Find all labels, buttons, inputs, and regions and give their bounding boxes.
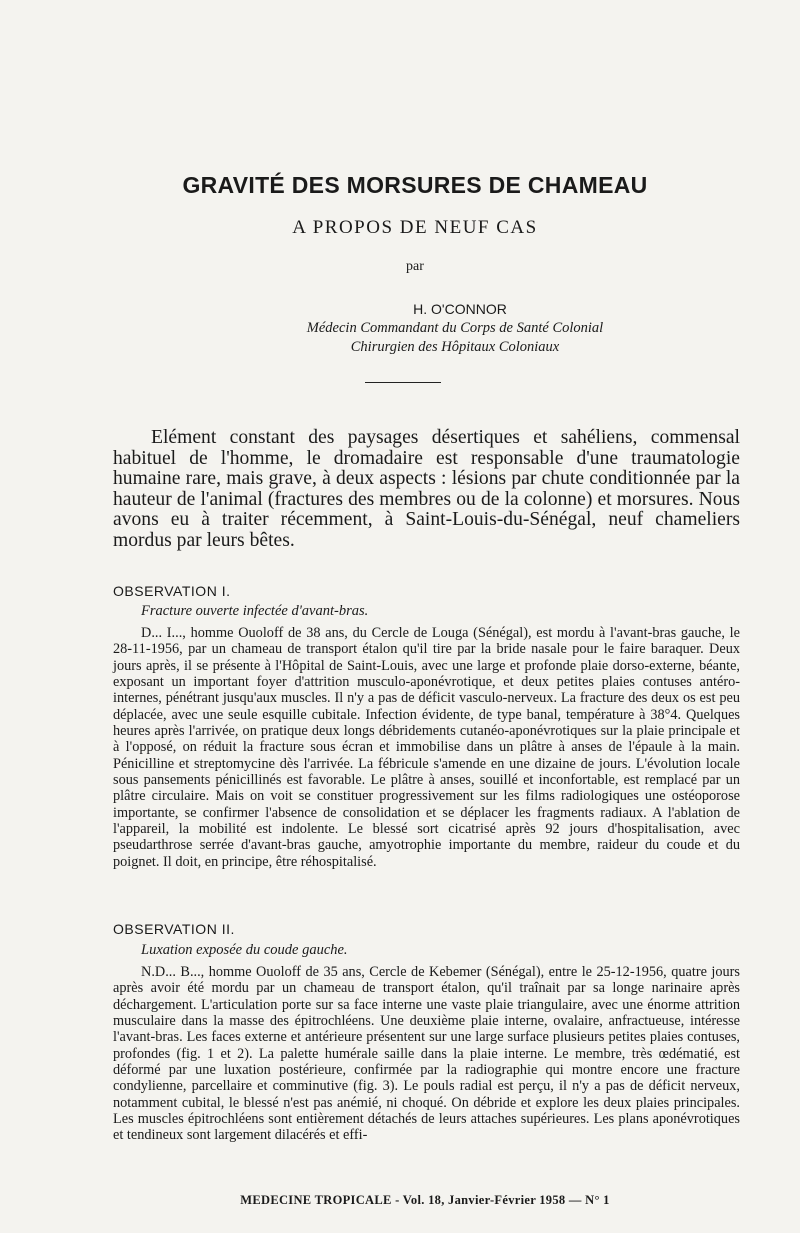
- observation-1-body: D... I..., homme Ouoloff de 38 ans, du Cercle de Louga (Sénégal), est mordu à l'avant-bras gauche, le 28-11-1956, par un chameau de transport étalon qu'il tire par la bride nasale pour le faire baraquer. Deux jours après, il se présente à l'Hôpital de Saint-Louis, avec une large et profonde plaie dorso-externe, béante, exposant un important foyer d'attrition musculo-aponévrotique, et deux petites plaies contuses antéro-internes, pénétrant jusqu'aux muscles. Il n'y a pas de déficit vasculo-nerveux. La fracture des deux os est peu déplacée, avec une seule esquille cubitale. Infection évidente, de type banal, température à 38°4. Quelques heures après l'arrivée, on pratique deux longs débridements cutanéo-aponévrotiques sur la plaie principale et à l'opposé, on réduit la fracture sous écran et immobilise dans un plâtre à anses de l'épaule à la main. Pénicilline et streptomycine dès l'arrivée. La fébricule s'amende en une dizaine de jours. L'évolution locale sous pansements pénicillinés est favorable. Le plâtre à anses, souillé et inconfortable, est remplacé par un plâtre circulaire. Mais on voit se constituer progressivement sur les films radiologiques une ostéoporose importante, se confirmer l'absence de consolidation et se déplacer les fragments radiaux. A l'ablation de l'appareil, la mobilité est indolente. Le blessé sort cicatrisé après 92 jours d'hospitalisation, avec pseudarthrose serrée d'avant-bras gauche, amyotrophie importante du membre, raideur du coude et du poignet. Il doit, en principe, être réhospitalisé.: [113, 625, 740, 870]
- observation-2-body: N.D... B..., homme Ouoloff de 35 ans, Cercle de Kebemer (Sénégal), entre le 25-12-1956, quatre jours après avoir été mordu par un chameau de transport étalon, qu'il traînait par sa longe narinaire après déchargement. L'articulation porte sur sa face interne une vaste plaie triangulaire, avec une énorme attrition musculaire dans la masse des épitrochléens. Une deuxième plaie interne, ovalaire, anfractueuse, intéresse l'avant-bras. Les faces externe et antérieure présentent sur une large surface plusieurs petites plaies contuses, profondes (fig. 1 et 2). La palette humérale saille dans la plaie interne. Le membre, très œdématié, est déformé par une luxation postérieure, confirmée par la radiographie qui montre encore une fracture condylienne, parcellaire et comminutive (fig. 3). Le pouls radial est perçu, il n'y a pas de déficit nerveux, notamment cubital, le blessé n'est pas anémié, ni choqué. On débride et explore les deux plaies principales. Les muscles épitrochléens sont entièrement détachés de leurs attaches supérieures. Les plans aponévrotiques et tendineux sont largement dilacérés et effi-: [113, 964, 740, 1144]
- article-title: GRAVITÉ DES MORSURES DE CHAMEAU: [182, 172, 648, 198]
- byline-par: par: [406, 259, 424, 274]
- author-name: H. O'CONNOR: [413, 301, 507, 317]
- author-affiliation-2: Chirurgien des Hôpitaux Coloniaux: [350, 339, 560, 355]
- article-subtitle: A PROPOS DE NEUF CAS: [292, 217, 538, 238]
- observation-1-heading: OBSERVATION I.: [113, 583, 231, 599]
- journal-footer: MEDECINE TROPICALE - Vol. 18, Janvier-Février 1958 — N° 1: [240, 1193, 610, 1207]
- observation-1-subheading: Fracture ouverte infectée d'avant-bras.: [141, 603, 369, 619]
- observation-2-subheading: Luxation exposée du coude gauche.: [141, 942, 348, 958]
- observation-2-heading: OBSERVATION II.: [113, 921, 235, 937]
- intro-paragraph: Elément constant des paysages désertiques et sahéliens, commensal habituel de l'homme, le dromadaire est responsable d'une traumatologie humaine rare, mais grave, à deux aspects : lésions par chute conditionnée par la hauteur de l'animal (fractures des membres ou de la colonne) et morsures. Nous avons eu à traiter récemment, à Saint-Louis-du-Sénégal, neuf chameliers mordus par leurs bêtes.: [113, 427, 740, 551]
- separator-rule: [365, 382, 441, 383]
- author-affiliation-1: Médecin Commandant du Corps de Santé Colonial: [306, 320, 604, 336]
